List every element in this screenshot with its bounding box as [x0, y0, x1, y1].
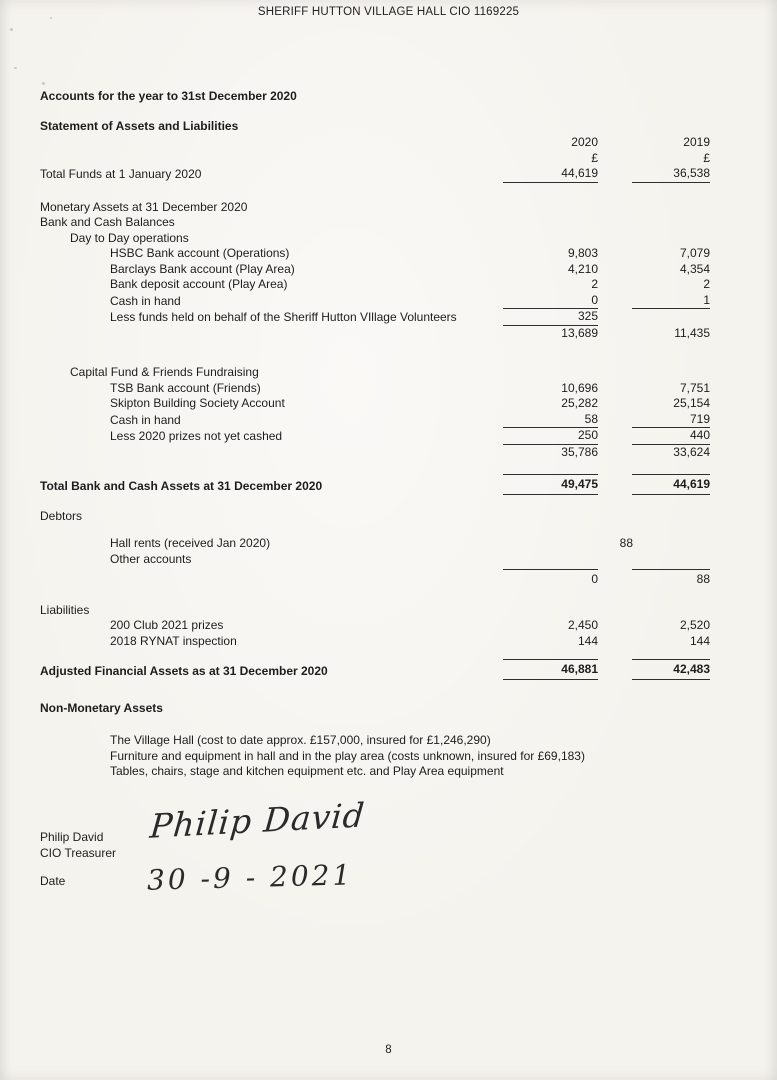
total-funds-2019: 36,538 [632, 166, 710, 183]
capital-fund-subtotal-row [40, 445, 710, 461]
capital-fund-subtotal-2020: 35,786 [561, 444, 598, 459]
table-row: 2018 RYNAT inspection 144 144 [110, 633, 710, 648]
total-bank-cash-2019: 44,619 [632, 474, 710, 495]
table-row: 200 Club 2021 prizes 2,450 2,520 [110, 618, 710, 632]
total-funds-row [40, 166, 710, 183]
treasurer-name-block [40, 829, 116, 861]
table-row: Barclays Bank account (Play Area) 4,210 4,354 [110, 261, 710, 276]
debtors-subtotal-2020: 0 [503, 569, 598, 588]
handwritten-date: 30 -9 - 2021 [146, 858, 354, 897]
day-to-day-subtotal-2019: 11,435 [674, 325, 710, 340]
debtors-subtotal-row [40, 569, 710, 588]
table-row: Bank deposit account (Play Area) 2 2 [110, 277, 710, 291]
day-to-day-heading: Day to Day operations [70, 230, 189, 245]
page-number: 8 [385, 1044, 392, 1056]
table-row: Cash in hand 58 719 [110, 411, 710, 427]
handwritten-signature: Philip David [148, 795, 367, 846]
treasurer-printed-name: Philip David [40, 830, 104, 844]
total-funds-label: Total Funds at 1 January 2020 [40, 167, 202, 181]
total-bank-cash-2020: 49,475 [503, 474, 598, 495]
non-monetary-heading: Non-Monetary Assets [40, 700, 163, 715]
monetary-assets-heading: Monetary Assets at 31 December 2020 [40, 199, 248, 214]
table-row: Cash in hand 0 1 [110, 292, 710, 308]
table-row: TSB Bank account (Friends) 10,696 7,751 [110, 380, 710, 395]
currency-symbol-2020: £ [591, 150, 598, 165]
date-label: Date [40, 874, 66, 888]
capital-fund-heading: Capital Fund & Friends Fundraising [70, 365, 259, 379]
non-monetary-line: The Village Hall (cost to date approx. £157,000, insured for £1,246,290) [110, 733, 491, 747]
adjusted-assets-row [40, 659, 710, 680]
column-year-header-row [40, 135, 710, 151]
table-row: Less funds held on behalf of the Sheriff Hutton VIllage Volunteers 325 [110, 309, 598, 324]
other-accounts-label: Other accounts [110, 551, 192, 566]
table-row: Skipton Building Society Account 25,282 25,154 [110, 396, 710, 410]
document-header-title: SHERIFF HUTTON VILLAGE HALL CIO 1169225 [257, 6, 520, 18]
hall-rents-label: Hall rents (received Jan 2020) [110, 536, 271, 550]
adjusted-assets-2020: 46,881 [503, 659, 598, 680]
non-monetary-line: Furniture and equipment in hall and in the play area (costs unknown, insured for £69,183) [110, 748, 585, 763]
statement-subtitle: Statement of Assets and Liabilities [40, 118, 239, 133]
statement-body [40, 89, 710, 780]
adjusted-assets-2019: 42,483 [632, 659, 710, 680]
debtors-subtotal-2019: 88 [632, 569, 710, 588]
total-funds-2020: 44,619 [503, 166, 598, 183]
hall-rents-row [40, 536, 710, 552]
scan-speck [10, 28, 13, 31]
day-to-day-subtotal-row [40, 326, 710, 342]
liabilities-heading: Liabilities [40, 602, 90, 617]
total-bank-cash-label: Total Bank and Cash Assets at 31 December 2020 [40, 479, 323, 493]
debtors-heading: Debtors [40, 508, 83, 523]
treasurer-role: CIO Treasurer [40, 846, 117, 860]
other-accounts-row [40, 552, 710, 568]
currency-symbol-2019: £ [703, 150, 710, 165]
col-header-2019: 2019 [683, 135, 710, 149]
day-to-day-subtotal-2020: 13,689 [561, 325, 598, 340]
col-header-2020: 2020 [571, 135, 598, 149]
hall-rents-value: 88 [619, 536, 633, 550]
scan-speck [42, 82, 45, 85]
scan-speck [14, 67, 17, 69]
non-monetary-line: Tables, chairs, stage and kitchen equipment etc. and Play Area equipment [110, 764, 504, 778]
capital-fund-subtotal-2019: 33,624 [673, 444, 710, 459]
bank-cash-balances-heading: Bank and Cash Balances [40, 215, 175, 229]
total-bank-cash-row [40, 474, 710, 495]
table-row: Less 2020 prizes not yet cashed 250 440 [110, 428, 710, 443]
column-currency-header-row [40, 151, 710, 167]
adjusted-assets-label: Adjusted Financial Assets as at 31 December 2020 [40, 664, 328, 678]
accounts-title: Accounts for the year to 31st December 2020 [40, 89, 297, 103]
table-row: HSBC Bank account (Operations) 9,803 7,079 [110, 246, 710, 260]
